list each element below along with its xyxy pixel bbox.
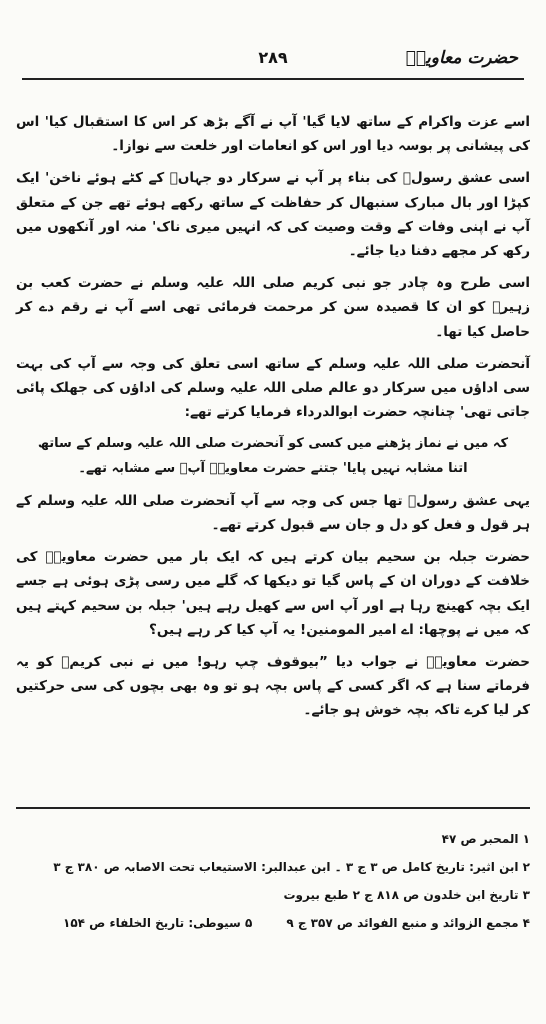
page-number: ۲۸۹ xyxy=(258,48,288,67)
footnote-4-text: ۴ مجمع الزوائد و منبع الفوائد ص ۳۵۷ ج ۹ xyxy=(286,916,530,930)
paragraph-2: اسی عشق رسولؐ کی بناء پر آپ نے سرکار دو جہاںؐ کے کٹے ہوئے ناخن' ایک کپڑا اور بال مبارک سنبھال کر حفاظت کے ساتھ رکھے ہوئے تھے جن کے متعلق آپ نے اپنی وفات کے وقت وصیت کی کہ انہیں میری ناک' منہ اور آنکھوں میں رکھ کر مجھے دفنا دیا جائے۔ xyxy=(16,170,530,260)
body-text xyxy=(16,110,530,731)
footnote-3 xyxy=(16,881,530,909)
paragraph-6: حضرت جبلہ بن سحیم بیان کرتے ہیں کہ ایک بار میں حضرت معاویہؓ کی خلافت کے دوران ان کے پاس گیا تو دیکھا کہ گلے میں رسی پڑی ہوئی ہے جسے ایک بچہ کھینچ رہا ہے اور آپ اس سے کھیل رہے ہیں' جبلہ بن سحیم کہتے ہیں کہ میں نے پوچھا: اے امیر المومنین! یہ آپ کیا کر رہے ہیں؟ xyxy=(16,549,530,638)
block-quote xyxy=(16,432,530,480)
footnote-3-text: ۳ تاریخ ابن خلدون ص ۸۱۸ ج ۲ طبع بیروت xyxy=(283,888,530,902)
footnote-5-text: ۵ سیوطی: تاریخ الخلفاء ص ۱۵۴ xyxy=(63,916,253,930)
footnote-1-text: ۱ المحبر ص ۴۷ xyxy=(441,832,530,846)
footnotes xyxy=(16,825,530,937)
footnote-2-text: ۲ ابن اثیر: تاریخ کامل ص ۳ ج ۳ ۔ ابن عبدالبر: الاستیعاب تحت الاصابہ ص ۳۸۰ ج ۳ xyxy=(53,860,530,874)
footnote-2 xyxy=(16,853,530,881)
paragraph-1: اسے عزت واکرام کے ساتھ لایا گیا' آپ نے آگے بڑھ کر اس کا استقبال کیا' اس کی پیشانی پر بوسہ دیا اور اس کو انعامات اور خلعت سے نوازا۔ xyxy=(16,114,530,155)
header-rule xyxy=(22,78,524,80)
paragraph-5: یہی عشق رسولؐ تھا جس کی وجہ سے آپ آنحضرت صلی اللہ علیہ وسلم کے ہر قول و فعل کو دل و جان سے قبول کرتے تھے۔ xyxy=(16,492,530,534)
quote-line-1: کہ میں نے نماز پڑھنے میں کسی کو آنحضرت صلی اللہ علیہ وسلم کے ساتھ xyxy=(37,436,509,452)
running-title: حضرت معاویہؓ xyxy=(405,48,518,68)
quote-line-2: اتنا مشابہ نہیں پایا' جتنے حضرت معاویہؓ آپؐ سے مشابہ تھے۔ xyxy=(78,460,468,476)
paragraph-3: اسی طرح وہ چادر جو نبی کریم صلی اللہ علیہ وسلم نے حضرت کعب بن زہیرؓ کو ان کا قصیدہ سن کر مرحمت فرمائی تھی اسے آپ نے رقم دے کر حاصل کیا تھا۔ xyxy=(16,275,530,340)
footnote-1 xyxy=(16,825,530,853)
paragraph-7: حضرت معاویہؓ نے جواب دیا ”بیوقوف چپ رہو! میں نے نبی کریمؐ کو یہ فرماتے سنا ہے کہ اگر کسی کے پاس بچہ ہو تو وہ بھی بچوں کی سی حرکتیں کر لیا کرے تاکہ بچہ خوش ہو جائے۔ xyxy=(16,654,530,719)
page-header xyxy=(18,40,528,84)
footnote-rule xyxy=(16,807,530,809)
footnote-4-row xyxy=(16,909,530,937)
paragraph-4: آنحضرت صلی اللہ علیہ وسلم کے ساتھ اسی تعلق کی وجہ سے آپ کی بہت سی اداؤں میں سرکار دو عالم صلی اللہ علیہ وسلم کی اداؤں کی جھلک پائی جاتی تھی' چنانچہ حضرت ابوالدرداء فرمایا کرتے تھے: xyxy=(16,355,530,421)
